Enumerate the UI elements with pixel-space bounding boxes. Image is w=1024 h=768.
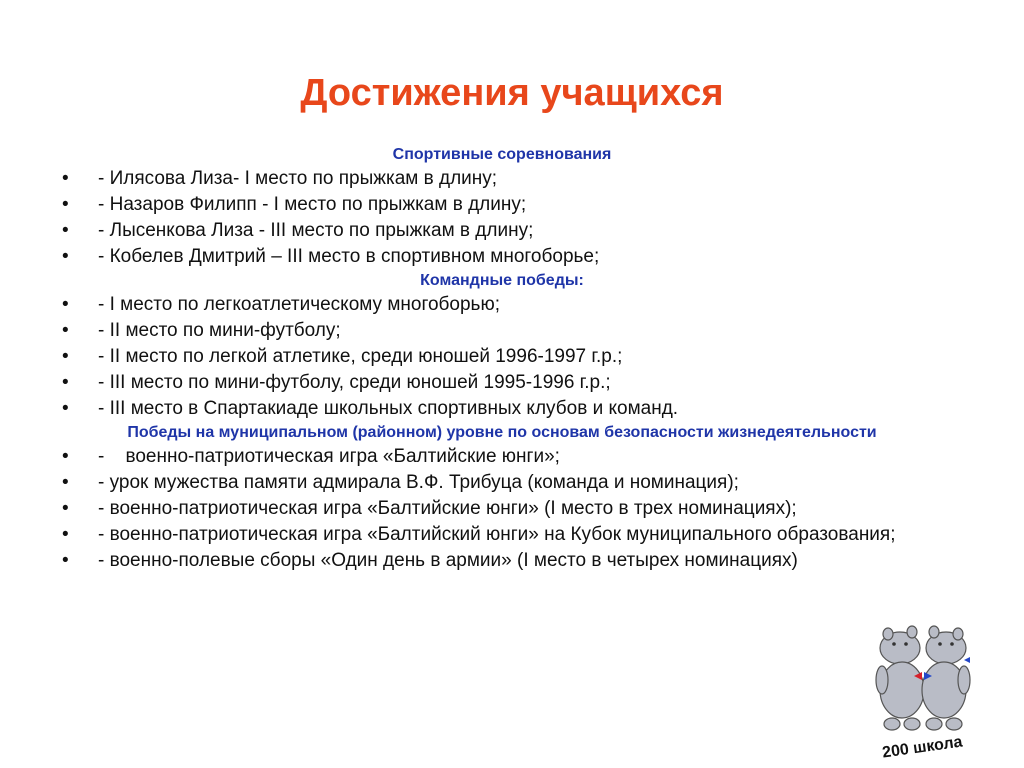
bullet-icon: • xyxy=(62,446,69,467)
section-heading-team: Командные победы: xyxy=(420,272,584,289)
list-item: • - военно-патриотическая игра «Балтийские юнги» (I место в трех номинациях); xyxy=(62,498,797,519)
section-heading-sports: Спортивные соревнования xyxy=(392,146,612,163)
hippo-left-icon xyxy=(876,626,924,730)
bullet-icon: • xyxy=(62,472,69,493)
list-item: • - военно-полевые сборы «Один день в армии» (I место в четырех номинациях) xyxy=(62,550,798,571)
list-item: • - военно-патриотическая игра «Балтийские юнги»; xyxy=(62,446,560,467)
bullet-icon: • xyxy=(62,294,69,315)
list-item: • - военно-патриотическая игра «Балтийский юнги» на Кубок муниципального образования; xyxy=(62,524,896,545)
bullet-icon: • xyxy=(62,194,69,215)
bullet-icon: • xyxy=(62,372,69,393)
list-item: • - Назаров Филипп - I место по прыжкам в длину; xyxy=(62,194,527,215)
bullet-icon: • xyxy=(62,346,69,367)
bullet-icon: • xyxy=(62,320,69,341)
list-item: • - Лысенкова Лиза - III место по прыжкам в длину; xyxy=(62,220,534,241)
section-heading-obzh: Победы на муниципальном (районном) уровне по основам безопасности жизнедеятельности xyxy=(127,424,877,441)
slide-title: Достижения учащихся xyxy=(300,72,724,114)
list-item: • - I место по легкоатлетическому многоборью; xyxy=(62,294,500,315)
bullet-icon: • xyxy=(62,498,69,519)
list-item: • - III место по мини-футболу, среди юношей 1995-1996 г.р.; xyxy=(62,372,611,393)
achievements-list xyxy=(62,146,942,576)
bullet-icon: • xyxy=(62,246,69,267)
hippo-right-icon xyxy=(922,626,970,730)
bullet-icon: • xyxy=(62,550,69,571)
list-item: • - Илясова Лиза- I место по прыжкам в длину; xyxy=(62,168,498,189)
list-item: • - II место по мини-футболу; xyxy=(62,320,341,341)
logo-text: 200 школа xyxy=(881,733,964,762)
list-item: • - II место по легкой атлетике, среди юношей 1996-1997 г.р.; xyxy=(62,346,623,367)
bullet-icon: • xyxy=(62,524,69,545)
list-item: • - урок мужества памяти адмирала В.Ф. Трибуца (команда и номинация); xyxy=(62,472,739,493)
bullet-icon: • xyxy=(62,168,69,189)
school-mascot-logo xyxy=(868,620,978,765)
bullet-icon: • xyxy=(62,398,69,419)
list-item: • - III место в Спартакиаде школьных спортивных клубов и команд. xyxy=(62,398,679,419)
bullet-icon: • xyxy=(62,220,69,241)
list-item: • - Кобелев Дмитрий – III место в спортивном многоборье; xyxy=(62,246,600,267)
